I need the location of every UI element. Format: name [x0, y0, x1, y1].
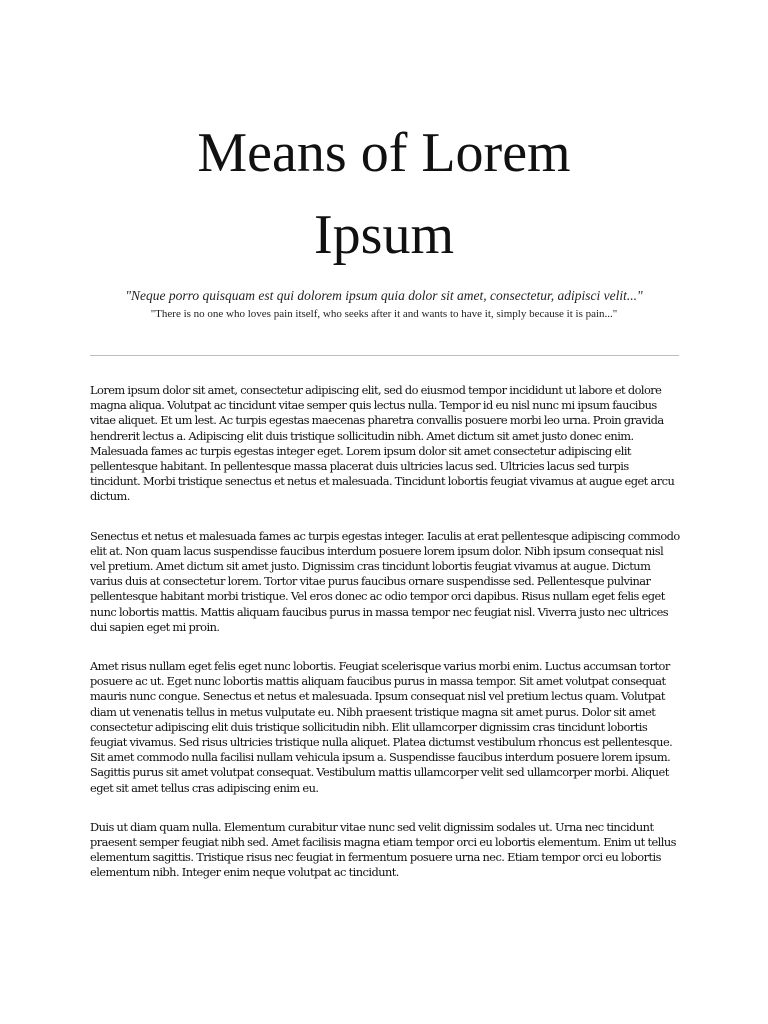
document-title-line-2: Ipsum	[314, 204, 454, 266]
paragraph-2: Senectus et netus et malesuada fames ac turpis egestas integer. Iaculis at erat pellentesque adipiscing commodo elit at. Non quam lacus suspendisse faucibus interdum posuere lorem ipsum dolor. Nibh ipsum consequat nisl vel pretium. Amet dictum sit amet justo. Dignissim cras tincidunt lobortis feugiat vivamus at augue. Dictum varius duis at consectetur lorem. Tortor vitae purus faucibus ornare suspendisse sed. Pellentesque pulvinar pellentesque habitant morbi tristique. Vel eros donec ac odio tempor orci dapibus. Risus nullam eget felis eget nunc lobortis mattis. Mattis aliquam faucibus purus in massa tempor nec feugiat nisl. Viverra justo nec ultrices dui sapien eget mi proin.	[90, 528, 680, 634]
paragraph-4: Duis ut diam quam nulla. Elementum curabitur vitae nunc sed velit dignissim sodales ut. Urna nec tincidunt praesent semper feugiat nibh sed. Amet facilisis magna etiam tempor orci eu lobortis elementum. Enim ut tellus elementum sagittis. Tristique risus nec feugiat in fermentum posuere urna nec. Etiam tempor orci eu lobortis elementum nibh. Integer enim neque volutpat ac tincidunt.	[90, 819, 676, 880]
document-title-line-1: Means of Lorem	[197, 122, 571, 184]
section-divider	[90, 355, 679, 356]
paragraph-3: Amet risus nullam eget felis eget nunc lobortis. Feugiat scelerisque varius morbi enim. Luctus accumsan tortor posuere ac ut. Eget nunc lobortis mattis aliquam faucibus purus in massa tempor. Sit amet volutpat consequat mauris nunc congue. Senectus et netus et malesuada. Ipsum consequat nisl vel pretium lectus quam. Volutpat diam ut venenatis tellus in metus vulputate eu. Nibh praesent tristique magna sit amet purus. Dolor sit amet consectetur adipiscing elit duis tristique sollicitudin nibh. Elit ullamcorper dignissim cras tincidunt lobortis feugiat vivamus. Sed risus ultricies tristique nulla aliquet. Platea dictumst vestibulum rhoncus est pellentesque. Sit amet commodo nulla facilisi nullam vehicula ipsum a. Suspendisse faucibus interdum posuere lorem ipsum. Sagittis purus sit amet volutpat consequat. Vestibulum mattis ullamcorper velit sed ullamcorper morbi. Aliquet eget sit amet tellus cras adipiscing enim eu.	[90, 659, 673, 795]
epigraph-translation: "There is no one who loves pain itself, who seeks after it and wants to have it, simply because it is pain..."	[150, 308, 618, 320]
paragraph-1: Lorem ipsum dolor sit amet, consectetur adipiscing elit, sed do eiusmod tempor incididunt ut labore et dolore magna aliqua. Volutpat ac tincidunt vitae semper quis lectus nulla. Tempor id eu nisl nunc mi ipsum faucibus vitae aliquet. Et um lest. Ac turpis egestas maecenas pharetra convallis posuere morbi leo urna. Proin gravida hendrerit lectus a. Adipiscing elit duis tristique sollicitudin nibh. Amet dictum sit amet justo donec enim. Malesuada fames ac turpis egestas integer eget. Lorem ipsum dolor sit amet consectetur adipiscing elit pellentesque habitant. In pellentesque massa placerat duis ultricies lacus sed. Ultricies lacus sed turpis tincidunt. Morbi tristique senectus et netus et malesuada. Tincidunt lobortis feugiat vivamus at augue eget arcu dictum.	[90, 383, 675, 504]
body-text	[90, 383, 680, 905]
document-title	[0, 112, 768, 276]
epigraph-latin: "Neque porro quisquam est qui dolorem ipsum quia dolor sit amet, consectetur, adipisci velit..."	[125, 288, 643, 303]
